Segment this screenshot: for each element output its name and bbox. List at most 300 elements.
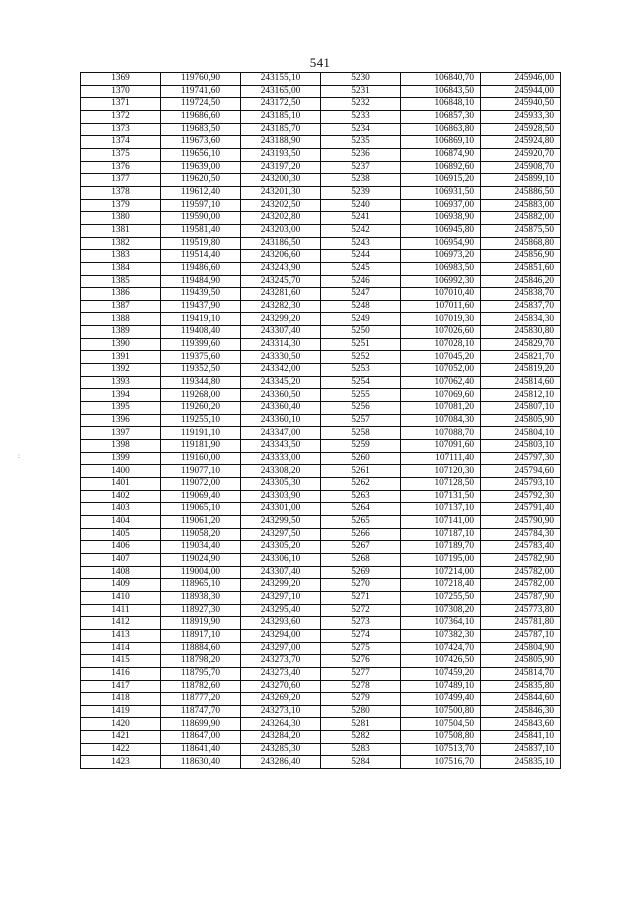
x-coordinate-right-cell: 106863,80	[401, 123, 481, 136]
y-coordinate-right-cell: 245924,80	[481, 136, 561, 149]
y-coordinate-right-cell: 245803,10	[481, 440, 561, 453]
y-coordinate-left-cell: 243307,40	[241, 566, 321, 579]
y-coordinate-left-cell: 243243,90	[241, 262, 321, 275]
x-coordinate-right-cell: 107137,10	[401, 503, 481, 516]
y-coordinate-right-cell: 245793,10	[481, 478, 561, 491]
point-number-right-cell: 5268	[321, 553, 401, 566]
point-number-left-cell: 1402	[81, 490, 161, 503]
table-row	[81, 541, 561, 554]
x-coordinate-left-cell: 119683,50	[161, 123, 241, 136]
x-coordinate-right-cell: 107028,10	[401, 338, 481, 351]
x-coordinate-right-cell: 107214,00	[401, 566, 481, 579]
y-coordinate-left-cell: 243303,90	[241, 490, 321, 503]
y-coordinate-right-cell: 245819,20	[481, 364, 561, 377]
y-coordinate-right-cell: 245846,30	[481, 705, 561, 718]
point-number-left-cell: 1380	[81, 212, 161, 225]
point-number-left-cell: 1397	[81, 427, 161, 440]
table-row	[81, 579, 561, 592]
table-row	[81, 566, 561, 579]
table-row	[81, 148, 561, 161]
y-coordinate-right-cell: 245920,70	[481, 148, 561, 161]
x-coordinate-left-cell: 119034,40	[161, 541, 241, 554]
table-row	[81, 250, 561, 263]
x-coordinate-left-cell: 119686,60	[161, 110, 241, 123]
x-coordinate-right-cell: 107141,00	[401, 515, 481, 528]
y-coordinate-right-cell: 245782,00	[481, 579, 561, 592]
x-coordinate-right-cell: 107026,60	[401, 326, 481, 339]
x-coordinate-left-cell: 119581,40	[161, 224, 241, 237]
x-coordinate-left-cell: 118917,10	[161, 629, 241, 642]
y-coordinate-left-cell: 243269,20	[241, 693, 321, 706]
point-number-right-cell: 5279	[321, 693, 401, 706]
x-coordinate-left-cell: 119514,40	[161, 250, 241, 263]
x-coordinate-left-cell: 119486,60	[161, 262, 241, 275]
y-coordinate-left-cell: 243193,50	[241, 148, 321, 161]
y-coordinate-left-cell: 243306,10	[241, 553, 321, 566]
point-number-right-cell: 5269	[321, 566, 401, 579]
point-number-right-cell: 5280	[321, 705, 401, 718]
point-number-right-cell: 5263	[321, 490, 401, 503]
y-coordinate-right-cell: 245868,80	[481, 237, 561, 250]
table-row	[81, 85, 561, 98]
point-number-right-cell: 5258	[321, 427, 401, 440]
table-row	[81, 465, 561, 478]
x-coordinate-left-cell: 118647,00	[161, 731, 241, 744]
x-coordinate-left-cell: 119260,20	[161, 402, 241, 415]
point-number-right-cell: 5249	[321, 313, 401, 326]
x-coordinate-right-cell: 107489,10	[401, 680, 481, 693]
table-row	[81, 731, 561, 744]
y-coordinate-right-cell: 245851,60	[481, 262, 561, 275]
table-row	[81, 313, 561, 326]
x-coordinate-left-cell: 118630,40	[161, 756, 241, 769]
table-row	[81, 136, 561, 149]
y-coordinate-right-cell: 245834,30	[481, 313, 561, 326]
x-coordinate-left-cell: 118747,70	[161, 705, 241, 718]
point-number-right-cell: 5255	[321, 389, 401, 402]
x-coordinate-right-cell: 107513,70	[401, 743, 481, 756]
y-coordinate-left-cell: 243172,50	[241, 98, 321, 111]
y-coordinate-left-cell: 243360,10	[241, 414, 321, 427]
table-row	[81, 389, 561, 402]
x-coordinate-right-cell: 106848,10	[401, 98, 481, 111]
x-coordinate-right-cell: 106954,90	[401, 237, 481, 250]
point-number-right-cell: 5278	[321, 680, 401, 693]
table-row	[81, 680, 561, 693]
x-coordinate-right-cell: 106937,00	[401, 199, 481, 212]
x-coordinate-left-cell: 119612,40	[161, 186, 241, 199]
y-coordinate-left-cell: 243185,10	[241, 110, 321, 123]
table-row	[81, 161, 561, 174]
point-number-right-cell: 5235	[321, 136, 401, 149]
table-row	[81, 186, 561, 199]
point-number-right-cell: 5283	[321, 743, 401, 756]
point-number-left-cell: 1398	[81, 440, 161, 453]
x-coordinate-left-cell: 119399,60	[161, 338, 241, 351]
x-coordinate-right-cell: 106983,50	[401, 262, 481, 275]
point-number-left-cell: 1407	[81, 553, 161, 566]
x-coordinate-left-cell: 119439,50	[161, 288, 241, 301]
page-number: 541	[309, 55, 331, 70]
x-coordinate-left-cell: 118919,90	[161, 617, 241, 630]
point-number-left-cell: 1421	[81, 731, 161, 744]
table-row	[81, 667, 561, 680]
y-coordinate-right-cell: 245883,00	[481, 199, 561, 212]
y-coordinate-right-cell: 245807,10	[481, 402, 561, 415]
x-coordinate-left-cell: 119519,80	[161, 237, 241, 250]
y-coordinate-left-cell: 243186,50	[241, 237, 321, 250]
y-coordinate-left-cell: 243345,20	[241, 376, 321, 389]
y-coordinate-right-cell: 245928,50	[481, 123, 561, 136]
x-coordinate-left-cell: 118641,40	[161, 743, 241, 756]
x-coordinate-left-cell: 119656,10	[161, 148, 241, 161]
y-coordinate-left-cell: 243264,30	[241, 718, 321, 731]
x-coordinate-right-cell: 107382,30	[401, 629, 481, 642]
x-coordinate-right-cell: 107508,80	[401, 731, 481, 744]
x-coordinate-left-cell: 119590,00	[161, 212, 241, 225]
point-number-right-cell: 5230	[321, 73, 401, 86]
x-coordinate-right-cell: 107131,50	[401, 490, 481, 503]
y-coordinate-left-cell: 243155,10	[241, 73, 321, 86]
y-coordinate-left-cell: 243333,00	[241, 452, 321, 465]
x-coordinate-left-cell: 119069,40	[161, 490, 241, 503]
x-coordinate-right-cell: 107019,30	[401, 313, 481, 326]
point-number-left-cell: 1412	[81, 617, 161, 630]
x-coordinate-left-cell: 119268,00	[161, 389, 241, 402]
point-number-right-cell: 5262	[321, 478, 401, 491]
point-number-right-cell: 5259	[321, 440, 401, 453]
table-row	[81, 629, 561, 642]
point-number-right-cell: 5250	[321, 326, 401, 339]
y-coordinate-right-cell: 245792,30	[481, 490, 561, 503]
point-number-left-cell: 1413	[81, 629, 161, 642]
table-row	[81, 743, 561, 756]
x-coordinate-right-cell: 106915,20	[401, 174, 481, 187]
point-number-right-cell: 5256	[321, 402, 401, 415]
y-coordinate-right-cell: 245841,10	[481, 731, 561, 744]
y-coordinate-left-cell: 243294,00	[241, 629, 321, 642]
x-coordinate-right-cell: 107010,40	[401, 288, 481, 301]
x-coordinate-right-cell: 106973,20	[401, 250, 481, 263]
y-coordinate-right-cell: 245804,90	[481, 642, 561, 655]
x-coordinate-right-cell: 107424,70	[401, 642, 481, 655]
point-number-left-cell: 1372	[81, 110, 161, 123]
x-coordinate-right-cell: 106874,90	[401, 148, 481, 161]
table-row	[81, 503, 561, 516]
x-coordinate-right-cell: 106857,30	[401, 110, 481, 123]
point-number-left-cell: 1423	[81, 756, 161, 769]
point-number-right-cell: 5233	[321, 110, 401, 123]
y-coordinate-left-cell: 243305,20	[241, 541, 321, 554]
x-coordinate-right-cell: 107500,80	[401, 705, 481, 718]
point-number-left-cell: 1379	[81, 199, 161, 212]
x-coordinate-right-cell: 107011,60	[401, 300, 481, 313]
y-coordinate-left-cell: 243293,60	[241, 617, 321, 630]
x-coordinate-right-cell: 107081,20	[401, 402, 481, 415]
x-coordinate-left-cell: 118795,70	[161, 667, 241, 680]
point-number-right-cell: 5238	[321, 174, 401, 187]
point-number-left-cell: 1418	[81, 693, 161, 706]
y-coordinate-right-cell: 245882,00	[481, 212, 561, 225]
y-coordinate-right-cell: 245805,90	[481, 414, 561, 427]
point-number-right-cell: 5236	[321, 148, 401, 161]
x-coordinate-left-cell: 119375,60	[161, 351, 241, 364]
x-coordinate-left-cell: 119065,10	[161, 503, 241, 516]
y-coordinate-right-cell: 245899,10	[481, 174, 561, 187]
point-number-left-cell: 1415	[81, 655, 161, 668]
x-coordinate-left-cell: 119004,00	[161, 566, 241, 579]
y-coordinate-right-cell: 245821,70	[481, 351, 561, 364]
point-number-left-cell: 1396	[81, 414, 161, 427]
point-number-left-cell: 1416	[81, 667, 161, 680]
point-number-right-cell: 5246	[321, 275, 401, 288]
point-number-left-cell: 1419	[81, 705, 161, 718]
x-coordinate-right-cell: 107062,40	[401, 376, 481, 389]
x-coordinate-left-cell: 119408,40	[161, 326, 241, 339]
x-coordinate-right-cell: 107504,50	[401, 718, 481, 731]
table-row	[81, 427, 561, 440]
y-coordinate-left-cell: 243165,00	[241, 85, 321, 98]
point-number-right-cell: 5245	[321, 262, 401, 275]
point-number-left-cell: 1409	[81, 579, 161, 592]
point-number-right-cell: 5271	[321, 591, 401, 604]
y-coordinate-right-cell: 245773,80	[481, 604, 561, 617]
y-coordinate-left-cell: 243201,30	[241, 186, 321, 199]
x-coordinate-right-cell: 106938,90	[401, 212, 481, 225]
x-coordinate-right-cell: 107195,00	[401, 553, 481, 566]
y-coordinate-left-cell: 243347,00	[241, 427, 321, 440]
point-number-left-cell: 1422	[81, 743, 161, 756]
table-row	[81, 300, 561, 313]
y-coordinate-left-cell: 243360,50	[241, 389, 321, 402]
point-number-left-cell: 1410	[81, 591, 161, 604]
y-coordinate-right-cell: 245797,30	[481, 452, 561, 465]
table-row	[81, 224, 561, 237]
x-coordinate-right-cell: 106869,10	[401, 136, 481, 149]
point-number-left-cell: 1400	[81, 465, 161, 478]
x-coordinate-right-cell: 107091,60	[401, 440, 481, 453]
table-row	[81, 212, 561, 225]
point-number-left-cell: 1371	[81, 98, 161, 111]
table-row	[81, 402, 561, 415]
y-coordinate-left-cell: 243273,70	[241, 655, 321, 668]
y-coordinate-left-cell: 243308,20	[241, 465, 321, 478]
x-coordinate-right-cell: 107045,20	[401, 351, 481, 364]
coordinates-table	[80, 72, 561, 769]
y-coordinate-left-cell: 243188,90	[241, 136, 321, 149]
y-coordinate-right-cell: 245787,10	[481, 629, 561, 642]
y-coordinate-left-cell: 243284,20	[241, 731, 321, 744]
point-number-right-cell: 5253	[321, 364, 401, 377]
x-coordinate-left-cell: 119024,90	[161, 553, 241, 566]
x-coordinate-left-cell: 118782,60	[161, 680, 241, 693]
y-coordinate-right-cell: 245782,90	[481, 553, 561, 566]
table-row	[81, 440, 561, 453]
point-number-left-cell: 1405	[81, 528, 161, 541]
y-coordinate-left-cell: 243282,30	[241, 300, 321, 313]
point-number-right-cell: 5272	[321, 604, 401, 617]
point-number-left-cell: 1411	[81, 604, 161, 617]
x-coordinate-left-cell: 119724,50	[161, 98, 241, 111]
point-number-left-cell: 1417	[81, 680, 161, 693]
point-number-left-cell: 1391	[81, 351, 161, 364]
y-coordinate-right-cell: 245814,70	[481, 667, 561, 680]
x-coordinate-right-cell: 107364,10	[401, 617, 481, 630]
y-coordinate-right-cell: 245814,60	[481, 376, 561, 389]
y-coordinate-left-cell: 243281,60	[241, 288, 321, 301]
table-row	[81, 123, 561, 136]
point-number-left-cell: 1395	[81, 402, 161, 415]
y-coordinate-left-cell: 243360,40	[241, 402, 321, 415]
y-coordinate-left-cell: 243270,60	[241, 680, 321, 693]
point-number-left-cell: 1406	[81, 541, 161, 554]
point-number-right-cell: 5275	[321, 642, 401, 655]
point-number-left-cell: 1384	[81, 262, 161, 275]
point-number-right-cell: 5241	[321, 212, 401, 225]
x-coordinate-right-cell: 107459,20	[401, 667, 481, 680]
y-coordinate-right-cell: 245856,90	[481, 250, 561, 263]
point-number-right-cell: 5284	[321, 756, 401, 769]
table-row	[81, 364, 561, 377]
point-number-right-cell: 5252	[321, 351, 401, 364]
point-number-left-cell: 1404	[81, 515, 161, 528]
table-row	[81, 490, 561, 503]
point-number-left-cell: 1376	[81, 161, 161, 174]
y-coordinate-left-cell: 243299,50	[241, 515, 321, 528]
x-coordinate-left-cell: 119058,20	[161, 528, 241, 541]
y-coordinate-left-cell: 243297,00	[241, 642, 321, 655]
point-number-right-cell: 5266	[321, 528, 401, 541]
y-coordinate-right-cell: 245787,90	[481, 591, 561, 604]
y-coordinate-left-cell: 243299,20	[241, 313, 321, 326]
table-row	[81, 199, 561, 212]
y-coordinate-left-cell: 243297,50	[241, 528, 321, 541]
x-coordinate-right-cell: 107499,40	[401, 693, 481, 706]
y-coordinate-right-cell: 245829,70	[481, 338, 561, 351]
y-coordinate-right-cell: 245908,70	[481, 161, 561, 174]
point-number-right-cell: 5281	[321, 718, 401, 731]
point-number-left-cell: 1403	[81, 503, 161, 516]
y-coordinate-right-cell: 245875,50	[481, 224, 561, 237]
x-coordinate-right-cell: 107189,70	[401, 541, 481, 554]
y-coordinate-left-cell: 243330,50	[241, 351, 321, 364]
point-number-right-cell: 5273	[321, 617, 401, 630]
x-coordinate-left-cell: 118798,20	[161, 655, 241, 668]
point-number-left-cell: 1389	[81, 326, 161, 339]
x-coordinate-right-cell: 107128,50	[401, 478, 481, 491]
y-coordinate-left-cell: 243245,70	[241, 275, 321, 288]
y-coordinate-right-cell: 245783,40	[481, 541, 561, 554]
x-coordinate-left-cell: 119160,00	[161, 452, 241, 465]
table-row	[81, 376, 561, 389]
y-coordinate-left-cell: 243202,50	[241, 199, 321, 212]
point-number-right-cell: 5265	[321, 515, 401, 528]
x-coordinate-left-cell: 118777,20	[161, 693, 241, 706]
y-coordinate-right-cell: 245837,70	[481, 300, 561, 313]
table-row	[81, 326, 561, 339]
y-coordinate-left-cell: 243299,20	[241, 579, 321, 592]
point-number-left-cell: 1374	[81, 136, 161, 149]
x-coordinate-left-cell: 119077,10	[161, 465, 241, 478]
y-coordinate-right-cell: 245835,80	[481, 680, 561, 693]
y-coordinate-left-cell: 243185,70	[241, 123, 321, 136]
table-row	[81, 553, 561, 566]
y-coordinate-left-cell: 243307,40	[241, 326, 321, 339]
x-coordinate-right-cell: 107084,30	[401, 414, 481, 427]
x-coordinate-left-cell: 118884,60	[161, 642, 241, 655]
y-coordinate-left-cell: 243286,40	[241, 756, 321, 769]
y-coordinate-left-cell: 243305,30	[241, 478, 321, 491]
x-coordinate-right-cell: 106992,30	[401, 275, 481, 288]
x-coordinate-right-cell: 107088,70	[401, 427, 481, 440]
table-row	[81, 693, 561, 706]
point-number-left-cell: 1383	[81, 250, 161, 263]
y-coordinate-right-cell: 245940,50	[481, 98, 561, 111]
table-row	[81, 718, 561, 731]
table-row	[81, 174, 561, 187]
x-coordinate-left-cell: 119760,90	[161, 73, 241, 86]
point-number-left-cell: 1394	[81, 389, 161, 402]
table-row	[81, 110, 561, 123]
y-coordinate-left-cell: 243297,10	[241, 591, 321, 604]
y-coordinate-left-cell: 243273,40	[241, 667, 321, 680]
table-row	[81, 591, 561, 604]
point-number-left-cell: 1377	[81, 174, 161, 187]
x-coordinate-left-cell: 118965,10	[161, 579, 241, 592]
y-coordinate-right-cell: 245812,10	[481, 389, 561, 402]
x-coordinate-left-cell: 119181,90	[161, 440, 241, 453]
point-number-right-cell: 5261	[321, 465, 401, 478]
x-coordinate-right-cell: 107218,40	[401, 579, 481, 592]
point-number-right-cell: 5231	[321, 85, 401, 98]
table-row	[81, 478, 561, 491]
point-number-left-cell: 1392	[81, 364, 161, 377]
point-number-right-cell: 5242	[321, 224, 401, 237]
table-row	[81, 414, 561, 427]
point-number-right-cell: 5254	[321, 376, 401, 389]
x-coordinate-left-cell: 119620,50	[161, 174, 241, 187]
point-number-left-cell: 1373	[81, 123, 161, 136]
x-coordinate-left-cell: 119419,10	[161, 313, 241, 326]
point-number-right-cell: 5257	[321, 414, 401, 427]
y-coordinate-left-cell: 243202,80	[241, 212, 321, 225]
y-coordinate-right-cell: 245781,80	[481, 617, 561, 630]
table-row	[81, 351, 561, 364]
table-row	[81, 642, 561, 655]
point-number-left-cell: 1370	[81, 85, 161, 98]
y-coordinate-right-cell: 245837,10	[481, 743, 561, 756]
x-coordinate-left-cell: 119061,20	[161, 515, 241, 528]
x-coordinate-right-cell: 107111,40	[401, 452, 481, 465]
point-number-right-cell: 5251	[321, 338, 401, 351]
y-coordinate-right-cell: 245946,00	[481, 73, 561, 86]
point-number-left-cell: 1401	[81, 478, 161, 491]
point-number-left-cell: 1382	[81, 237, 161, 250]
x-coordinate-left-cell: 119437,90	[161, 300, 241, 313]
point-number-right-cell: 5234	[321, 123, 401, 136]
x-coordinate-left-cell: 118927,30	[161, 604, 241, 617]
x-coordinate-right-cell: 106945,80	[401, 224, 481, 237]
margin-mark: :	[18, 452, 20, 460]
x-coordinate-right-cell: 107516,70	[401, 756, 481, 769]
point-number-right-cell: 5240	[321, 199, 401, 212]
y-coordinate-left-cell: 243295,40	[241, 604, 321, 617]
point-number-left-cell: 1420	[81, 718, 161, 731]
x-coordinate-left-cell: 119344,80	[161, 376, 241, 389]
x-coordinate-left-cell: 119673,60	[161, 136, 241, 149]
y-coordinate-right-cell: 245791,40	[481, 503, 561, 516]
y-coordinate-right-cell: 245782,00	[481, 566, 561, 579]
